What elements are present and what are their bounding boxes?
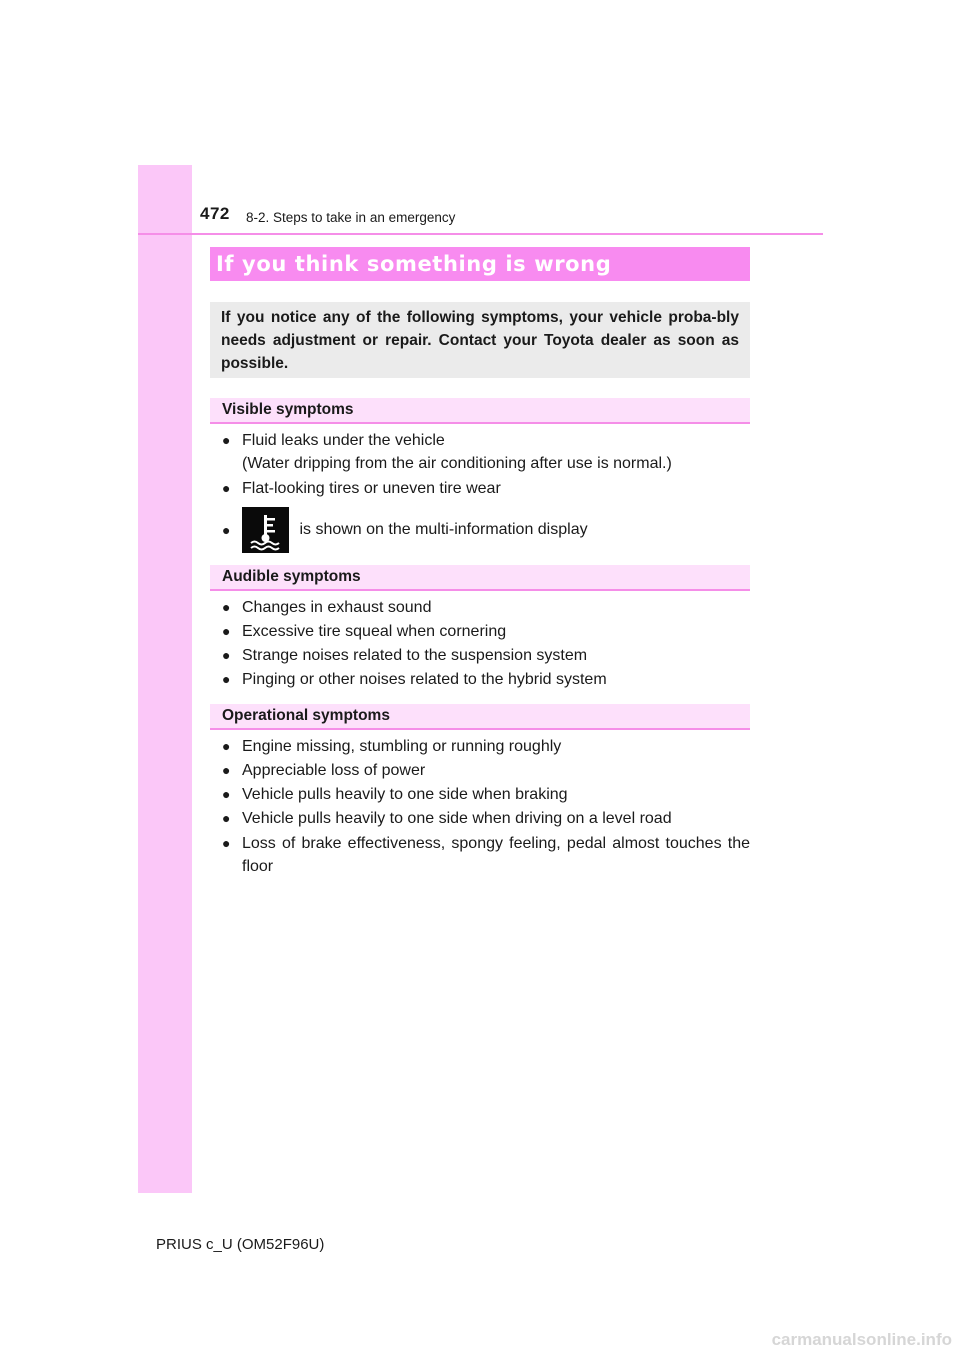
footer-model-code: PRIUS c_U (OM52F96U) — [156, 1236, 325, 1253]
list-item — [222, 429, 750, 475]
bullet-icon: ● — [222, 786, 231, 802]
section-title-banner — [210, 247, 750, 281]
list-item-text: Engine missing, stumbling or running roughly — [242, 738, 562, 755]
bullet-icon: ● — [222, 522, 231, 538]
subhead-operational-symptoms: Operational symptoms — [210, 704, 750, 730]
bullet-icon: ● — [222, 480, 231, 496]
section-reference: 8-2. Steps to take in an emergency — [246, 210, 456, 225]
list-item-text: Flat-looking tires or uneven tire wear — [242, 480, 501, 497]
list-item — [222, 507, 750, 553]
list-item — [222, 783, 750, 806]
list-item — [222, 620, 750, 643]
list-item — [222, 735, 750, 758]
bullet-icon: ● — [222, 599, 231, 615]
bullet-icon: ● — [222, 432, 231, 448]
list-item-text: Appreciable loss of power — [242, 762, 426, 779]
coolant-temperature-warning-icon — [242, 507, 289, 553]
subhead-visible-symptoms: Visible symptoms — [210, 398, 750, 424]
list-item — [222, 477, 750, 500]
list-item-note: (Water dripping from the air conditioning after use is normal.) — [242, 455, 672, 472]
list-item — [222, 759, 750, 782]
list-item-text: Vehicle pulls heavily to one side when driving on a level road — [242, 810, 672, 827]
list-item — [222, 596, 750, 619]
side-band — [138, 165, 192, 1193]
list-item-text: Strange noises related to the suspension system — [242, 647, 588, 664]
list-item-text: Fluid leaks under the vehicle — [242, 432, 445, 449]
bullet-icon: ● — [222, 671, 231, 687]
intro-text: If you notice any of the following symptoms, your vehicle proba-bly needs adjustment or repair. Contact your Toyota dealer as soon as possible. — [221, 308, 739, 372]
list-item-text: Vehicle pulls heavily to one side when braking — [242, 786, 568, 803]
subhead-audible-symptoms: Audible symptoms — [210, 565, 750, 591]
list-item — [222, 807, 750, 830]
watermark: carmanualsonline.info — [771, 1330, 952, 1349]
bullet-icon: ● — [222, 835, 231, 851]
list-item — [222, 644, 750, 667]
bullet-icon: ● — [222, 738, 231, 754]
header-rule — [138, 233, 823, 235]
list-item-text: Pinging or other noises related to the hybrid system — [242, 671, 607, 688]
list-item-text: is shown on the multi-information display — [299, 521, 588, 539]
section-title: If you think something is wrong — [216, 252, 612, 276]
list-item-text: Loss of brake effectiveness, spongy feeling, pedal almost touches the floor — [242, 835, 750, 875]
intro-box — [210, 302, 750, 378]
page-number: 472 — [200, 204, 230, 223]
bullet-icon: ● — [222, 647, 231, 663]
bullet-icon: ● — [222, 623, 231, 639]
list-item-text: Changes in exhaust sound — [242, 599, 432, 616]
list-item — [222, 668, 750, 691]
list-item-text: Excessive tire squeal when cornering — [242, 623, 507, 640]
bullet-icon: ● — [222, 762, 231, 778]
list-item — [222, 832, 750, 878]
bullet-icon: ● — [222, 810, 231, 826]
